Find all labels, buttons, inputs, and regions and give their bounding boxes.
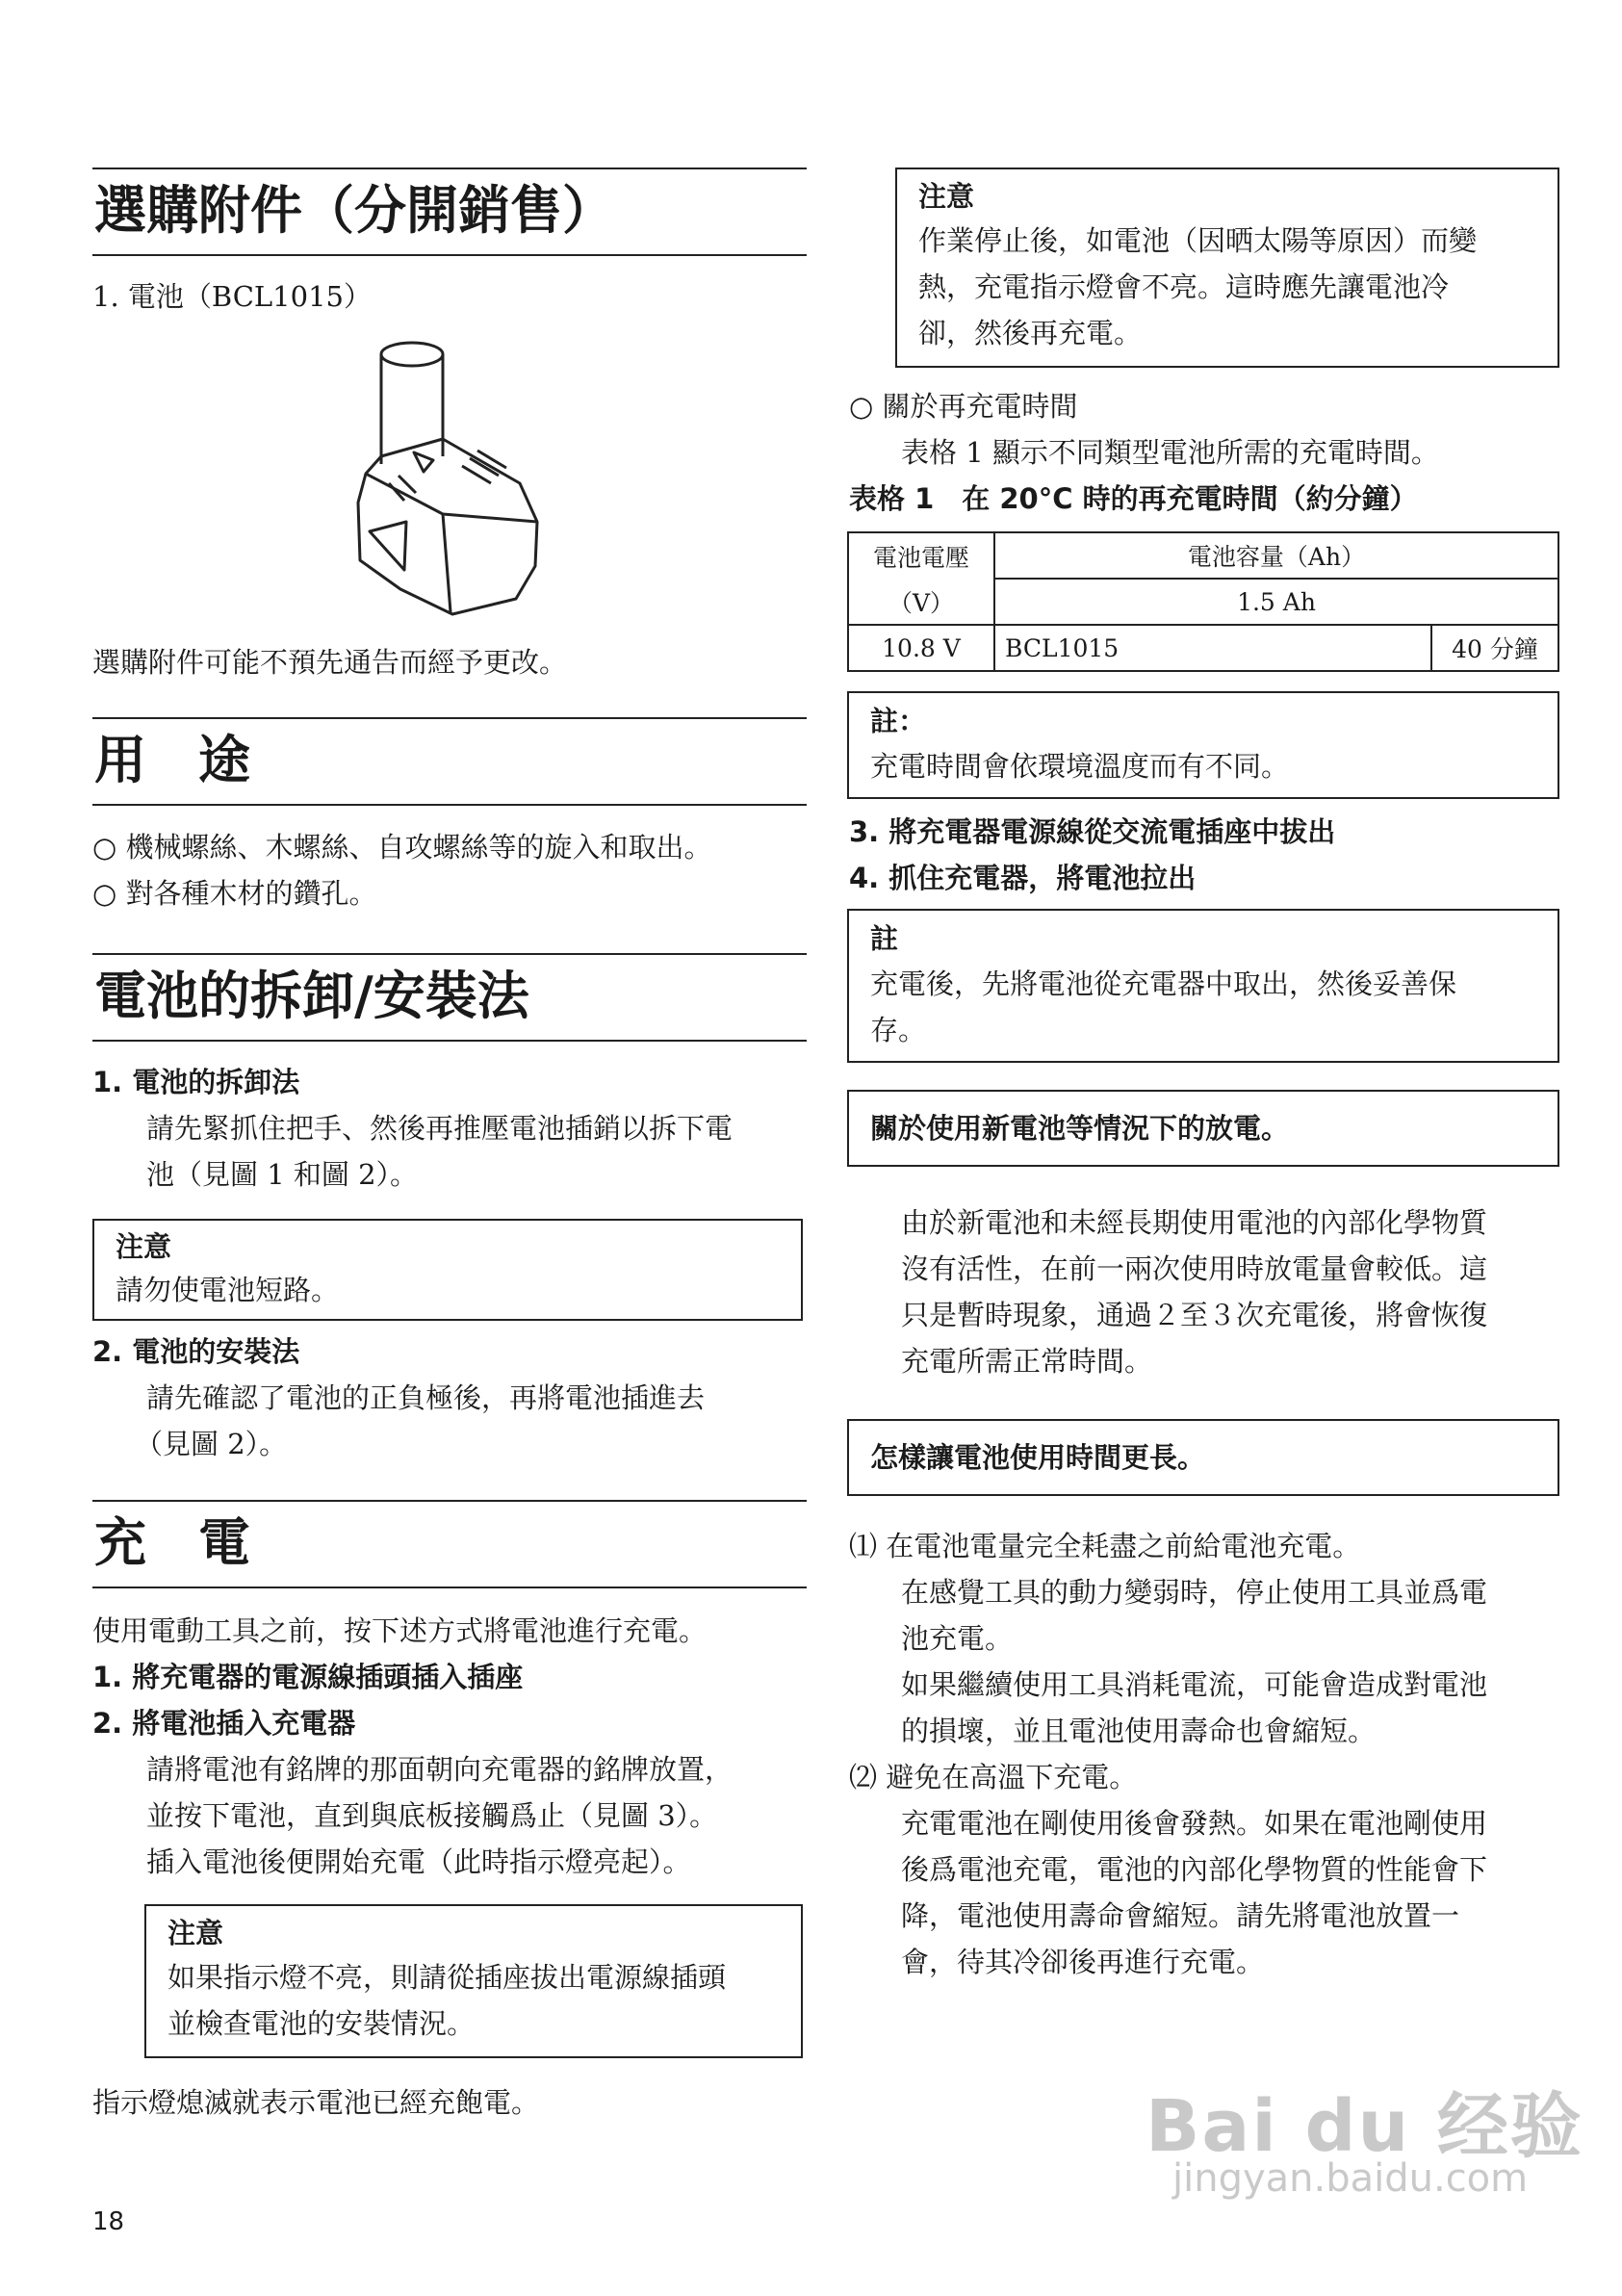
caution-text: 作業停止後，如電池（因晒太陽等原因）而變: [918, 224, 1478, 257]
installation-heading: 2. 電池的安裝法: [92, 1335, 300, 1368]
caution-title: 注意: [918, 180, 975, 213]
caution-text: 卻，然後再充電。: [918, 317, 1143, 349]
model-cell: BCL1015: [994, 625, 1431, 671]
caution-box: [144, 1904, 803, 2058]
application-item: ○ 對各種木材的鑽孔。: [92, 877, 377, 910]
note-box: [847, 909, 1559, 1063]
accessory-note: 選購附件可能不預先通告而經予更改。: [92, 646, 568, 679]
caution-text: 熱，充電指示燈會不亮。這時應先讓電池冷: [918, 271, 1450, 303]
application-item: ○ 機械螺絲、木螺絲、自攻螺絲等的旋入和取出。: [92, 831, 712, 864]
section-charging-title: 充 電: [92, 1500, 807, 1588]
battery-life-box: [847, 1419, 1559, 1496]
installation-text: （見圖 2）。: [135, 1428, 288, 1460]
caution-title: 注意: [116, 1230, 172, 1263]
caution-text: 並檢查電池的安裝情況。: [167, 2007, 476, 2040]
note-title: 註: [870, 922, 899, 955]
note-text: 充電時間會依環境溫度而有不同。: [870, 750, 1290, 783]
charging-step-1: 1. 將充電器的電源線插頭插入插座: [92, 1661, 524, 1693]
charging-step-2: 2. 將電池插入充電器: [92, 1707, 356, 1740]
note-text: 充電後，先將電池從充電器中取出，然後妥善保: [870, 967, 1457, 1000]
battery-life-text: 在感覺工具的動力變弱時，停止使用工具並爲電: [901, 1576, 1488, 1609]
battery-life-text: 充電電池在剛使用後會發熱。如果在電池剛使用: [901, 1807, 1488, 1840]
battery-life-text: 池充電。: [901, 1622, 1014, 1655]
section-battery-title: 電池的拆卸/安裝法: [92, 953, 807, 1042]
battery-life-text: 會，待其冷卻後再進行充電。: [901, 1946, 1265, 1978]
caution-text: 請勿使電池短路。: [116, 1274, 340, 1306]
new-battery-text: 只是暫時現象，通過２至３次充電後，將會恢復: [901, 1299, 1488, 1331]
voltage-unit: （V）: [848, 579, 994, 625]
removal-text: 池（見圖 1 和圖 2）。: [146, 1158, 419, 1191]
note-title: 註：: [870, 705, 927, 737]
charging-step-3: 3. 將充電器電源線從交流電插座中拔出: [849, 815, 1336, 848]
charging-step-2-text: 插入電池後便開始充電（此時指示燈亮起）。: [146, 1845, 691, 1878]
removal-heading: 1. 電池的拆卸法: [92, 1066, 300, 1098]
charging-step-2-text: 並按下電池，直到與底板接觸爲止（見圖 3）。: [146, 1799, 718, 1832]
charging-done-note: 指示燈熄滅就表示電池已經充飽電。: [92, 2086, 540, 2119]
new-battery-text: 充電所需正常時間。: [901, 1345, 1153, 1378]
new-battery-box: [847, 1090, 1559, 1167]
recharge-table: [847, 531, 1559, 672]
recharge-time-heading: ○ 關於再充電時間: [849, 390, 1078, 423]
battery-life-title: 怎樣讓電池使用時間更長。: [870, 1441, 1206, 1474]
caution-text: 如果指示燈不亮，則請從插座拔出電源線插頭: [167, 1961, 727, 1994]
battery-life-tip-2: ⑵ 避免在高溫下充電。: [849, 1761, 1138, 1793]
note-text: 存。: [870, 1014, 927, 1046]
accessory-item: 1. 電池（BCL1015）: [92, 280, 372, 313]
battery-life-tip-1: ⑴ 在電池電量完全耗盡之前給電池充電。: [849, 1530, 1361, 1562]
note-box: [847, 691, 1559, 799]
voltage-cell: 10.8 V: [848, 625, 994, 671]
capacity-header: 電池容量（Ah）: [994, 532, 1558, 579]
watermark-brand: Bai du 经验: [1146, 2085, 1583, 2168]
page-number: 18: [92, 2207, 125, 2236]
table-caption: 表格 1 在 20°C 時的再充電時間（約分鐘）: [849, 482, 1418, 515]
battery-life-text: 後爲電池充電，電池的內部化學物質的性能會下: [901, 1853, 1488, 1886]
battery-life-text: 降，電池使用壽命會縮短。請先將電池放置一: [901, 1899, 1460, 1932]
charging-intro: 使用電動工具之前，按下述方式將電池進行充電。: [92, 1614, 708, 1647]
charging-step-2-text: 請將電池有銘牌的那面朝向充電器的銘牌放置，: [146, 1753, 734, 1786]
caution-box: [895, 168, 1559, 368]
installation-text: 請先確認了電池的正負極後，再將電池插進去: [146, 1381, 706, 1414]
new-battery-text: 沒有活性，在前一兩次使用時放電量會較低。這: [901, 1252, 1488, 1285]
section-application-title: 用 途: [92, 717, 807, 806]
watermark-url: jingyan.baidu.com: [1172, 2156, 1529, 2201]
section-accessories-title: 選購附件（分開銷售）: [92, 168, 807, 256]
caution-title: 注意: [167, 1917, 224, 1949]
voltage-header: 電池電壓: [848, 532, 994, 579]
removal-text: 請先緊抓住把手、然後再推壓電池插銷以拆下電: [146, 1112, 734, 1145]
charging-step-4: 4. 抓住充電器，將電池拉出: [849, 862, 1197, 894]
battery-life-text: 的損壞，並且電池使用壽命也會縮短。: [901, 1715, 1377, 1747]
caution-box: [92, 1219, 803, 1321]
battery-illustration: [347, 339, 558, 618]
new-battery-text: 由於新電池和未經長期使用電池的內部化學物質: [901, 1206, 1488, 1239]
time-cell: 40 分鐘: [1431, 625, 1558, 671]
recharge-time-text: 表格 1 顯示不同類型電池所需的充電時間。: [901, 436, 1439, 469]
new-battery-title: 關於使用新電池等情況下的放電。: [870, 1112, 1290, 1145]
battery-life-text: 如果繼續使用工具消耗電流，可能會造成對電池: [901, 1668, 1488, 1701]
capacity-value: 1.5 Ah: [994, 579, 1558, 625]
